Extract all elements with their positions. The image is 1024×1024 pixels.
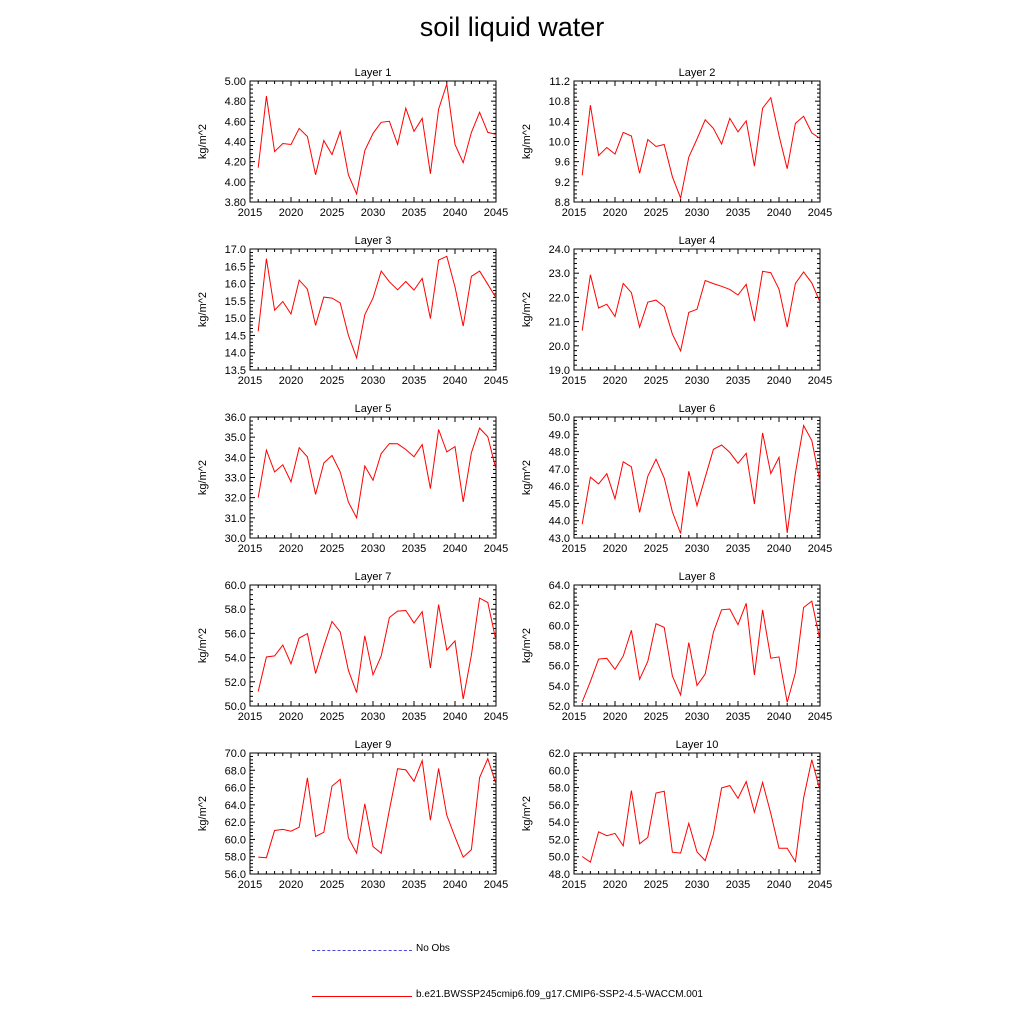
y-tick-label: 48.0 [548,869,570,881]
y-tick-label: 32.0 [224,492,246,505]
x-tick-label: 2025 [643,543,669,555]
x-tick-label: 2030 [684,879,710,891]
plot-frame [250,81,496,202]
y-tick-label: 17.0 [224,244,246,256]
y-tick-label: 15.5 [224,295,246,308]
y-tick-label: 10.8 [548,96,570,109]
x-tick-label: 2030 [684,711,710,723]
x-tick-label: 2045 [807,207,833,219]
series-line [258,256,496,358]
y-axis-label: kg/m^2 [197,291,209,328]
panel-layer-10 [521,739,832,891]
panel-title: Layer 7 [354,571,392,583]
panel-layer-6 [521,403,832,555]
x-tick-label: 2015 [237,207,263,219]
series-line [582,601,820,702]
y-tick-label: 64.0 [224,799,246,812]
x-tick-label: 2030 [360,543,386,555]
y-tick-label: 66.0 [224,782,246,795]
x-tick-label: 2030 [684,207,710,219]
y-tick-label: 56.0 [548,660,570,673]
x-tick-label: 2040 [442,375,468,387]
x-tick-label: 2035 [725,879,751,891]
y-tick-label: 52.0 [224,676,246,689]
x-tick-label: 2035 [401,375,427,387]
y-tick-label: 50.0 [224,701,246,713]
y-tick-label: 9.6 [554,156,570,169]
x-tick-label: 2040 [442,207,468,219]
series-line [258,759,496,858]
page-title: soil liquid water [419,12,605,42]
x-tick-label: 2045 [483,879,509,891]
y-tick-label: 36.0 [224,412,246,424]
y-axis-label: kg/m^2 [521,291,533,328]
x-tick-label: 2045 [483,375,509,387]
x-tick-label: 2020 [278,543,304,555]
y-tick-label: 64.0 [548,580,570,592]
y-tick-label: 11.2 [549,76,570,88]
x-tick-label: 2025 [319,375,345,387]
y-tick-label: 4.00 [224,176,246,189]
y-tick-label: 4.80 [224,96,246,109]
y-tick-label: 14.5 [224,330,246,343]
y-tick-label: 4.20 [224,156,246,169]
x-tick-label: 2045 [807,375,833,387]
y-tick-label: 62.0 [224,817,246,830]
y-axis-label: kg/m^2 [197,459,209,496]
y-tick-label: 10.4 [548,116,570,129]
y-tick-label: 60.0 [548,765,570,778]
y-tick-label: 56.0 [224,628,246,641]
panel-layer-9 [197,739,508,891]
panel-title: Layer 1 [354,67,392,79]
x-tick-label: 2015 [561,207,587,219]
y-tick-label: 70.0 [224,748,246,760]
x-tick-label: 2020 [278,375,304,387]
y-tick-label: 60.0 [548,620,570,633]
x-tick-label: 2035 [401,543,427,555]
x-tick-label: 2015 [237,375,263,387]
x-tick-label: 2040 [442,879,468,891]
y-tick-label: 13.5 [224,365,246,377]
y-axis-label: kg/m^2 [197,123,209,160]
panel-title: Layer 3 [354,235,392,247]
x-tick-label: 2040 [442,543,468,555]
y-tick-label: 56.0 [224,869,246,881]
x-tick-label: 2015 [237,711,263,723]
y-axis-label: kg/m^2 [521,459,533,496]
series-line [258,598,496,699]
y-tick-label: 54.0 [548,680,570,693]
plot-frame [250,249,496,370]
panel-title: Layer 9 [354,739,392,751]
x-tick-label: 2045 [483,207,509,219]
y-tick-label: 48.0 [548,446,570,459]
panel-title: Layer 4 [678,235,716,247]
y-tick-label: 50.0 [548,412,570,424]
y-axis-label: kg/m^2 [197,627,209,664]
panel-layer-5 [197,403,508,555]
plot-frame [250,585,496,706]
y-tick-label: 56.0 [548,799,570,812]
x-tick-label: 2040 [766,879,792,891]
x-tick-label: 2040 [766,207,792,219]
y-axis-label: kg/m^2 [521,123,533,160]
x-tick-label: 2025 [643,375,669,387]
x-tick-label: 2020 [602,879,628,891]
x-tick-label: 2015 [561,375,587,387]
y-tick-label: 62.0 [548,748,570,760]
plot-frame [574,753,820,874]
x-tick-label: 2020 [278,711,304,723]
y-axis-label: kg/m^2 [197,795,209,832]
y-tick-label: 43.0 [548,533,570,545]
y-tick-label: 52.0 [548,701,570,713]
y-tick-label: 45.0 [548,498,570,511]
panel-title: Layer 2 [678,67,716,79]
x-tick-label: 2045 [483,543,509,555]
y-tick-label: 23.0 [548,268,570,281]
plot-frame [574,417,820,538]
y-axis-label: kg/m^2 [521,795,533,832]
x-tick-label: 2030 [360,207,386,219]
x-tick-label: 2015 [561,879,587,891]
panel-title: Layer 6 [678,403,716,415]
y-tick-label: 62.0 [548,600,570,613]
y-tick-label: 16.5 [224,261,246,274]
y-tick-label: 21.0 [548,316,570,329]
y-tick-label: 3.80 [224,197,246,209]
y-tick-label: 34.0 [224,452,246,465]
x-tick-label: 2015 [237,543,263,555]
x-tick-label: 2025 [643,711,669,723]
panel-layer-8 [521,571,832,723]
x-tick-label: 2020 [602,711,628,723]
legend-model-swatch [312,996,412,997]
panel-layer-2 [521,67,832,219]
series-line [582,271,820,351]
x-tick-label: 2030 [360,711,386,723]
panel-title: Layer 10 [675,739,719,751]
y-tick-label: 54.0 [548,817,570,830]
x-tick-label: 2030 [360,879,386,891]
series-line [258,428,496,518]
panel-layer-4 [521,235,832,387]
plot-frame [574,81,820,202]
y-tick-label: 19.0 [548,365,570,377]
x-tick-label: 2035 [725,375,751,387]
x-tick-label: 2045 [807,711,833,723]
x-tick-label: 2015 [237,879,263,891]
panel-title: Layer 5 [354,403,392,415]
x-tick-label: 2025 [319,543,345,555]
x-tick-label: 2045 [807,543,833,555]
legend-model-label: b.e21.BWSSP245cmip6.f09_g17.CMIP6-SSP2-4.5-WACCM.001 [416,989,703,1000]
x-tick-label: 2040 [766,711,792,723]
y-tick-label: 4.60 [224,116,246,129]
x-tick-label: 2020 [278,879,304,891]
x-tick-label: 2035 [401,879,427,891]
x-tick-label: 2025 [319,207,345,219]
y-tick-label: 44.0 [548,515,570,528]
y-tick-label: 24.0 [548,244,570,256]
series-line [258,84,496,194]
x-tick-label: 2035 [725,711,751,723]
y-tick-label: 10.0 [548,136,570,149]
y-tick-label: 58.0 [548,782,570,795]
y-tick-label: 35.0 [224,432,246,445]
legend-obs-label: No Obs [416,943,450,954]
y-tick-label: 60.0 [224,834,246,847]
x-tick-label: 2025 [643,879,669,891]
x-tick-label: 2025 [319,879,345,891]
y-tick-label: 22.0 [548,292,570,305]
y-tick-label: 31.0 [224,512,246,525]
x-tick-label: 2040 [442,711,468,723]
panel-layer-3 [197,235,508,387]
y-tick-label: 54.0 [224,652,246,665]
series-line [582,426,820,534]
x-tick-label: 2025 [319,711,345,723]
y-tick-label: 5.00 [224,76,246,88]
y-tick-label: 20.0 [548,340,570,353]
plot-frame [250,753,496,874]
x-tick-label: 2045 [483,711,509,723]
y-tick-label: 9.2 [554,176,570,189]
legend-obs-swatch [312,950,412,951]
y-tick-label: 58.0 [224,851,246,864]
y-tick-label: 33.0 [224,472,246,485]
y-tick-label: 52.0 [548,834,570,847]
y-tick-label: 60.0 [224,580,246,592]
y-tick-label: 16.0 [224,278,246,291]
y-tick-label: 14.0 [224,347,246,360]
y-tick-label: 49.0 [548,429,570,442]
x-tick-label: 2040 [766,375,792,387]
series-line [582,760,820,863]
y-tick-label: 68.0 [224,765,246,778]
x-tick-label: 2020 [602,543,628,555]
y-axis-label: kg/m^2 [521,627,533,664]
x-tick-label: 2035 [725,207,751,219]
panel-layer-7 [197,571,508,723]
x-tick-label: 2035 [401,711,427,723]
y-tick-label: 30.0 [224,533,246,545]
x-tick-label: 2015 [561,711,587,723]
x-tick-label: 2035 [401,207,427,219]
x-tick-label: 2030 [684,543,710,555]
y-tick-label: 15.0 [224,313,246,326]
y-tick-label: 50.0 [548,851,570,864]
y-tick-label: 46.0 [548,481,570,494]
x-tick-label: 2020 [602,207,628,219]
x-tick-label: 2045 [807,879,833,891]
y-tick-label: 8.8 [554,197,570,209]
panel-title: Layer 8 [678,571,716,583]
x-tick-label: 2020 [602,375,628,387]
y-tick-label: 58.0 [224,604,246,617]
x-tick-label: 2020 [278,207,304,219]
y-tick-label: 58.0 [548,640,570,653]
x-tick-label: 2030 [684,375,710,387]
x-tick-label: 2030 [360,375,386,387]
series-line [582,98,820,198]
x-tick-label: 2040 [766,543,792,555]
x-tick-label: 2015 [561,543,587,555]
y-tick-label: 4.40 [224,136,246,149]
x-tick-label: 2035 [725,543,751,555]
y-tick-label: 47.0 [548,463,570,476]
x-tick-label: 2025 [643,207,669,219]
plot-frame [574,585,820,706]
panel-layer-1 [197,67,508,219]
